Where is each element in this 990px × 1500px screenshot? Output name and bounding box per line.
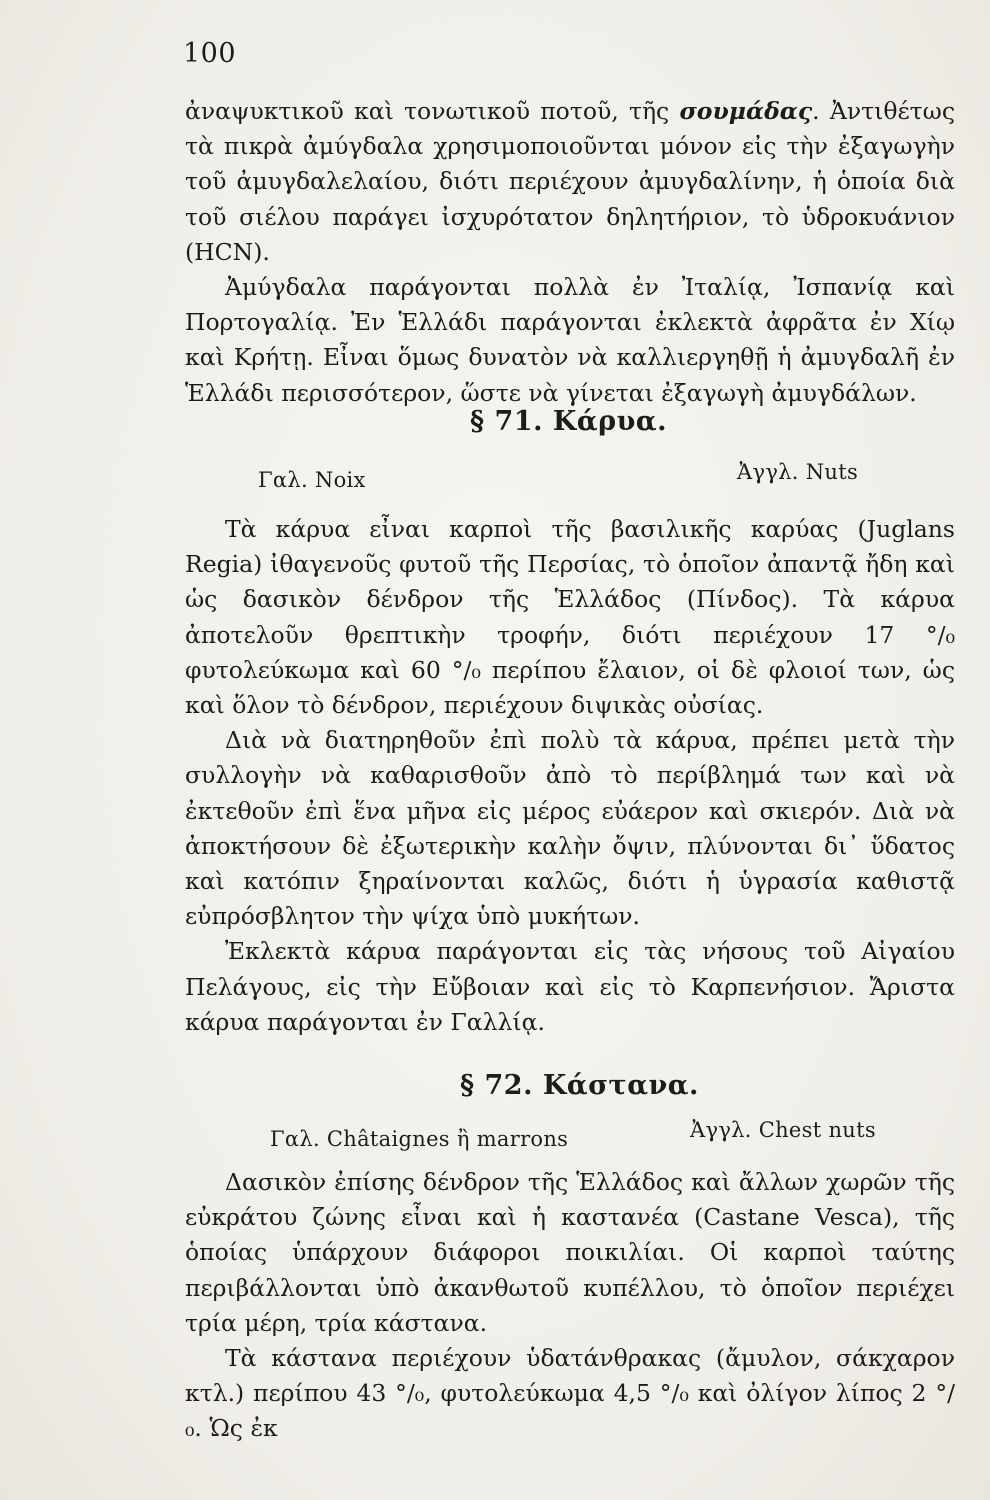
section-71-text (185, 512, 955, 1040)
section-72-heading: § 72. Κάστανα. (460, 1070, 699, 1101)
page-number: 100 (183, 38, 237, 69)
section-71-french-name: Γαλ. Noix (258, 468, 366, 492)
emphasized-term: σουμάδας (679, 97, 813, 125)
section-72-english-name: Ἀγγλ. Chest nuts (690, 1118, 876, 1142)
section-72-french-name: Γαλ. Châtaignes ἢ marrons (270, 1127, 569, 1151)
section-71-paragraph-1: Τὰ κάρυα εἶναι καρποὶ τῆς βασιλικῆς καρύας (Juglans Regia) ἰθαγενοῦς φυτοῦ τῆς Περσίας, τὸ ὁποῖον ἀπαντᾷ ἤδη καὶ ὡς δασικὸν δένδρον τῆς Ἑλλάδος (Πίνδος). Τὰ κάρυα ἀποτελοῦν θρεπτικὴν τροφήν, διότι περιέχουν 17 °/₀ φυτολεύκωμα καὶ 60 °/₀ περίπου ἔλαιον, οἱ δὲ φλοιοί των, ὡς καὶ ὅλον τὸ δένδρον, περιέχουν διψικὰς οὐσίας. (185, 515, 955, 720)
section-72-text (185, 1165, 955, 1447)
intro-paragraph-2: Ἀμύγδαλα παράγονται πολλὰ ἐν Ἰταλίᾳ, Ἰσπανίᾳ καὶ Πορτογαλίᾳ. Ἐν Ἑλλάδι παράγονται ἐκλεκτὰ ἀφρᾶτα ἐν Χίῳ καὶ Κρήτῃ. Εἶναι ὅμως δυνατὸν νὰ καλλιεργηθῇ ἡ ἀμυγδαλῆ ἐν Ἑλλάδι περισσότερον, ὥστε νὰ γίνεται ἐξαγωγὴ ἀμυγδάλων. (185, 273, 955, 407)
section-71-heading: § 71. Κάρυα. (470, 406, 668, 437)
intro-paragraph-1: ἀναψυκτικοῦ καὶ τονωτικοῦ ποτοῦ, τῆς σουμάδας. Ἀντιθέτως τὰ πικρὰ ἀμύγδαλα χρησιμοποιοῦνται μόνον εἰς τὴν ἐξαγωγὴν τοῦ ἀμυγδαλελαίου, διότι περιέχουν ἀμυγδαλίνην, ἡ ὁποία διὰ τοῦ σιέλου παράγει ἰσχυρότατον δηλητήριον, τὸ ὑδροκυάνιον (HCN). (185, 97, 955, 266)
section-71-english-name: Ἀγγλ. Nuts (737, 460, 859, 484)
section-71-paragraph-2: Διὰ νὰ διατηρηθοῦν ἐπὶ πολὺ τὰ κάρυα, πρέπει μετὰ τὴν συλλογὴν νὰ καθαρισθοῦν ἀπὸ τὸ περίβλημά των καὶ νὰ ἐκτεθοῦν ἐπὶ ἕνα μῆνα εἰς μέρος εὐάερον καὶ σκιερόν. Διὰ νὰ ἀποκτήσουν δὲ ἐξωτερικὴν καλὴν ὄψιν, πλύνονται δι᾽ ὕδατος καὶ κατόπιν ξηραίνονται καλῶς, διότι ἡ ὑγρασία καθιστᾷ εὐπρόσβλητον τὴν ψίχα ὑπὸ μυκήτων. (185, 726, 955, 931)
section-72-paragraph-2: Τὰ κάστανα περιέχουν ὑδατάνθρακας (ἄμυλον, σάκχαρον κτλ.) περίπου 43 °/₀, φυτολεύκωμα 4,5 °/₀ καὶ ὀλίγον λίπος 2 °/₀. Ὡς ἐκ (185, 1344, 955, 1443)
section-71-paragraph-3: Ἐκλεκτὰ κάρυα παράγονται εἰς τὰς νήσους τοῦ Αἰγαίου Πελάγους, εἰς τὴν Εὔβοιαν καὶ εἰς τὸ Καρπενήσιον. Ἄριστα κάρυα παράγονται ἐν Γαλλίᾳ. (185, 937, 955, 1036)
intro-text (185, 94, 955, 411)
section-72-paragraph-1: Δασικὸν ἐπίσης δένδρον τῆς Ἑλλάδος καὶ ἄλλων χωρῶν τῆς εὐκράτου ζώνης εἶναι καὶ ἡ καστανέα (Castane Vesca), τῆς ὁποίας ὑπάρχουν διάφοροι ποικιλίαι. Οἱ καρποὶ ταύτης περιβάλλονται ὑπὸ ἀκανθωτοῦ κυπέλλου, τὸ ὁποῖον περιέχει τρία μέρη, τρία κάστανα. (185, 1168, 955, 1337)
